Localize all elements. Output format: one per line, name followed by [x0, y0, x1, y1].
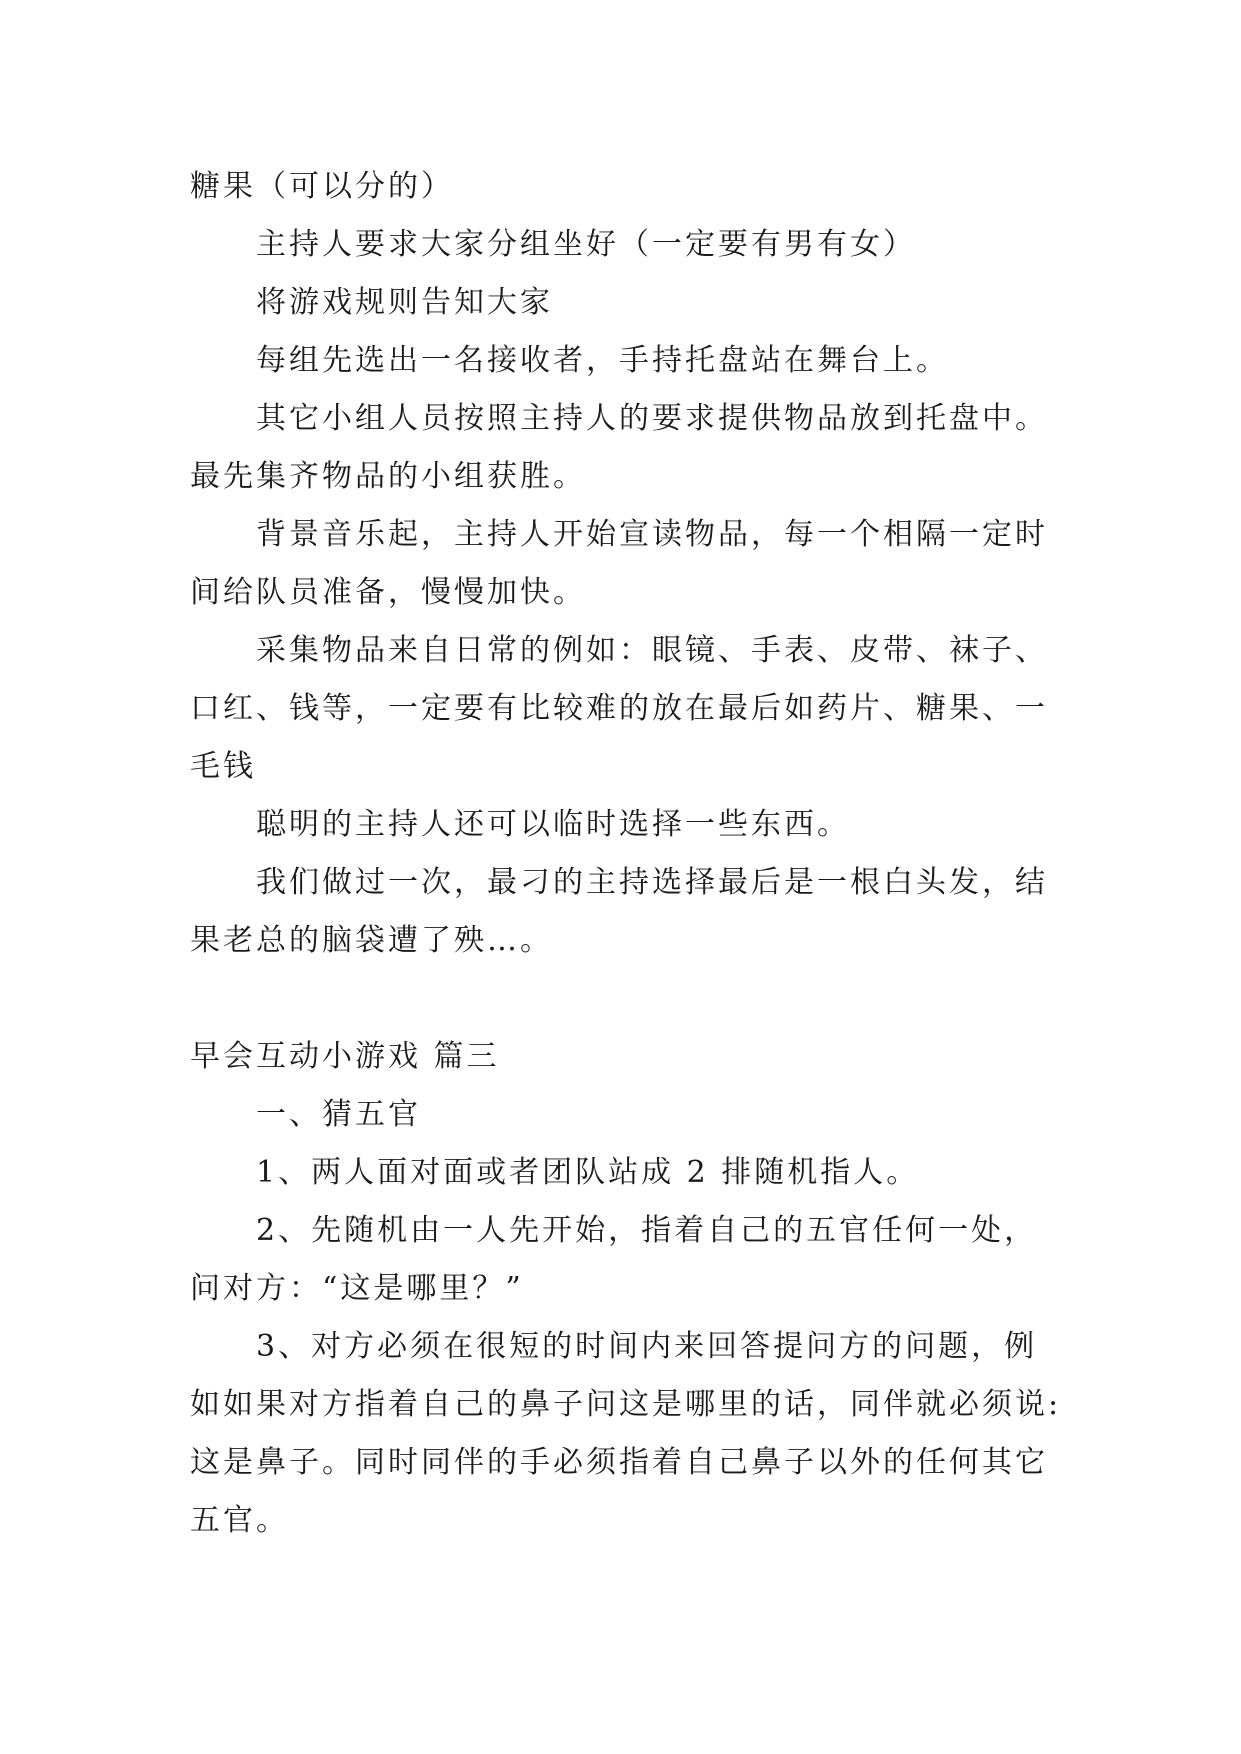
paragraph-music: 背景音乐起，主持人开始宣读物品，每一个相隔一定时间给队员准备，慢慢加快。	[190, 517, 1048, 610]
paragraph-receiver: 每组先选出一名接收者，手持托盘站在舞台上。	[256, 343, 949, 378]
document-body	[190, 158, 1070, 1550]
paragraph-rules: 将游戏规则告知大家	[256, 285, 553, 320]
paragraph-guess-features: 一、猜五官	[256, 1097, 421, 1132]
paragraph-smart-host: 聪明的主持人还可以临时选择一些东西。	[256, 807, 850, 842]
paragraph-step-1: 1、两人面对面或者团队站成 2 排随机指人。	[256, 1155, 920, 1190]
paragraph-anecdote: 我们做过一次，最刁的主持选择最后是一根白头发，结果老总的脑袋遭了殃…。	[190, 865, 1048, 958]
paragraph-step-2: 2、先随机由一人先开始，指着自己的五官任何一处，问对方：“这是哪里？”	[190, 1213, 1038, 1306]
paragraph-collect-items: 其它小组人员按照主持人的要求提供物品放到托盘中。最先集齐物品的小组获胜。	[190, 401, 1048, 494]
section-title: 早会互动小游戏 篇三	[190, 1039, 500, 1074]
paragraph-step-3: 3、对方必须在很短的时间内来回答提问方的问题，例如如果对方指着自己的鼻子问这是哪里的话，同伴就必须说:这是鼻子。同时同伴的手必须指着自己鼻子以外的任何其它五官。	[190, 1329, 1062, 1538]
section-spacer	[190, 970, 1070, 1028]
paragraph-item-examples: 采集物品来自日常的例如：眼镜、手表、皮带、袜子、口红、钱等，一定要有比较难的放在最后如药片、糖果、一毛钱	[190, 633, 1048, 784]
paragraph-host-grouping: 主持人要求大家分组坐好（一定要有男有女）	[256, 227, 916, 262]
paragraph-candy: 糖果（可以分的）	[190, 169, 454, 204]
